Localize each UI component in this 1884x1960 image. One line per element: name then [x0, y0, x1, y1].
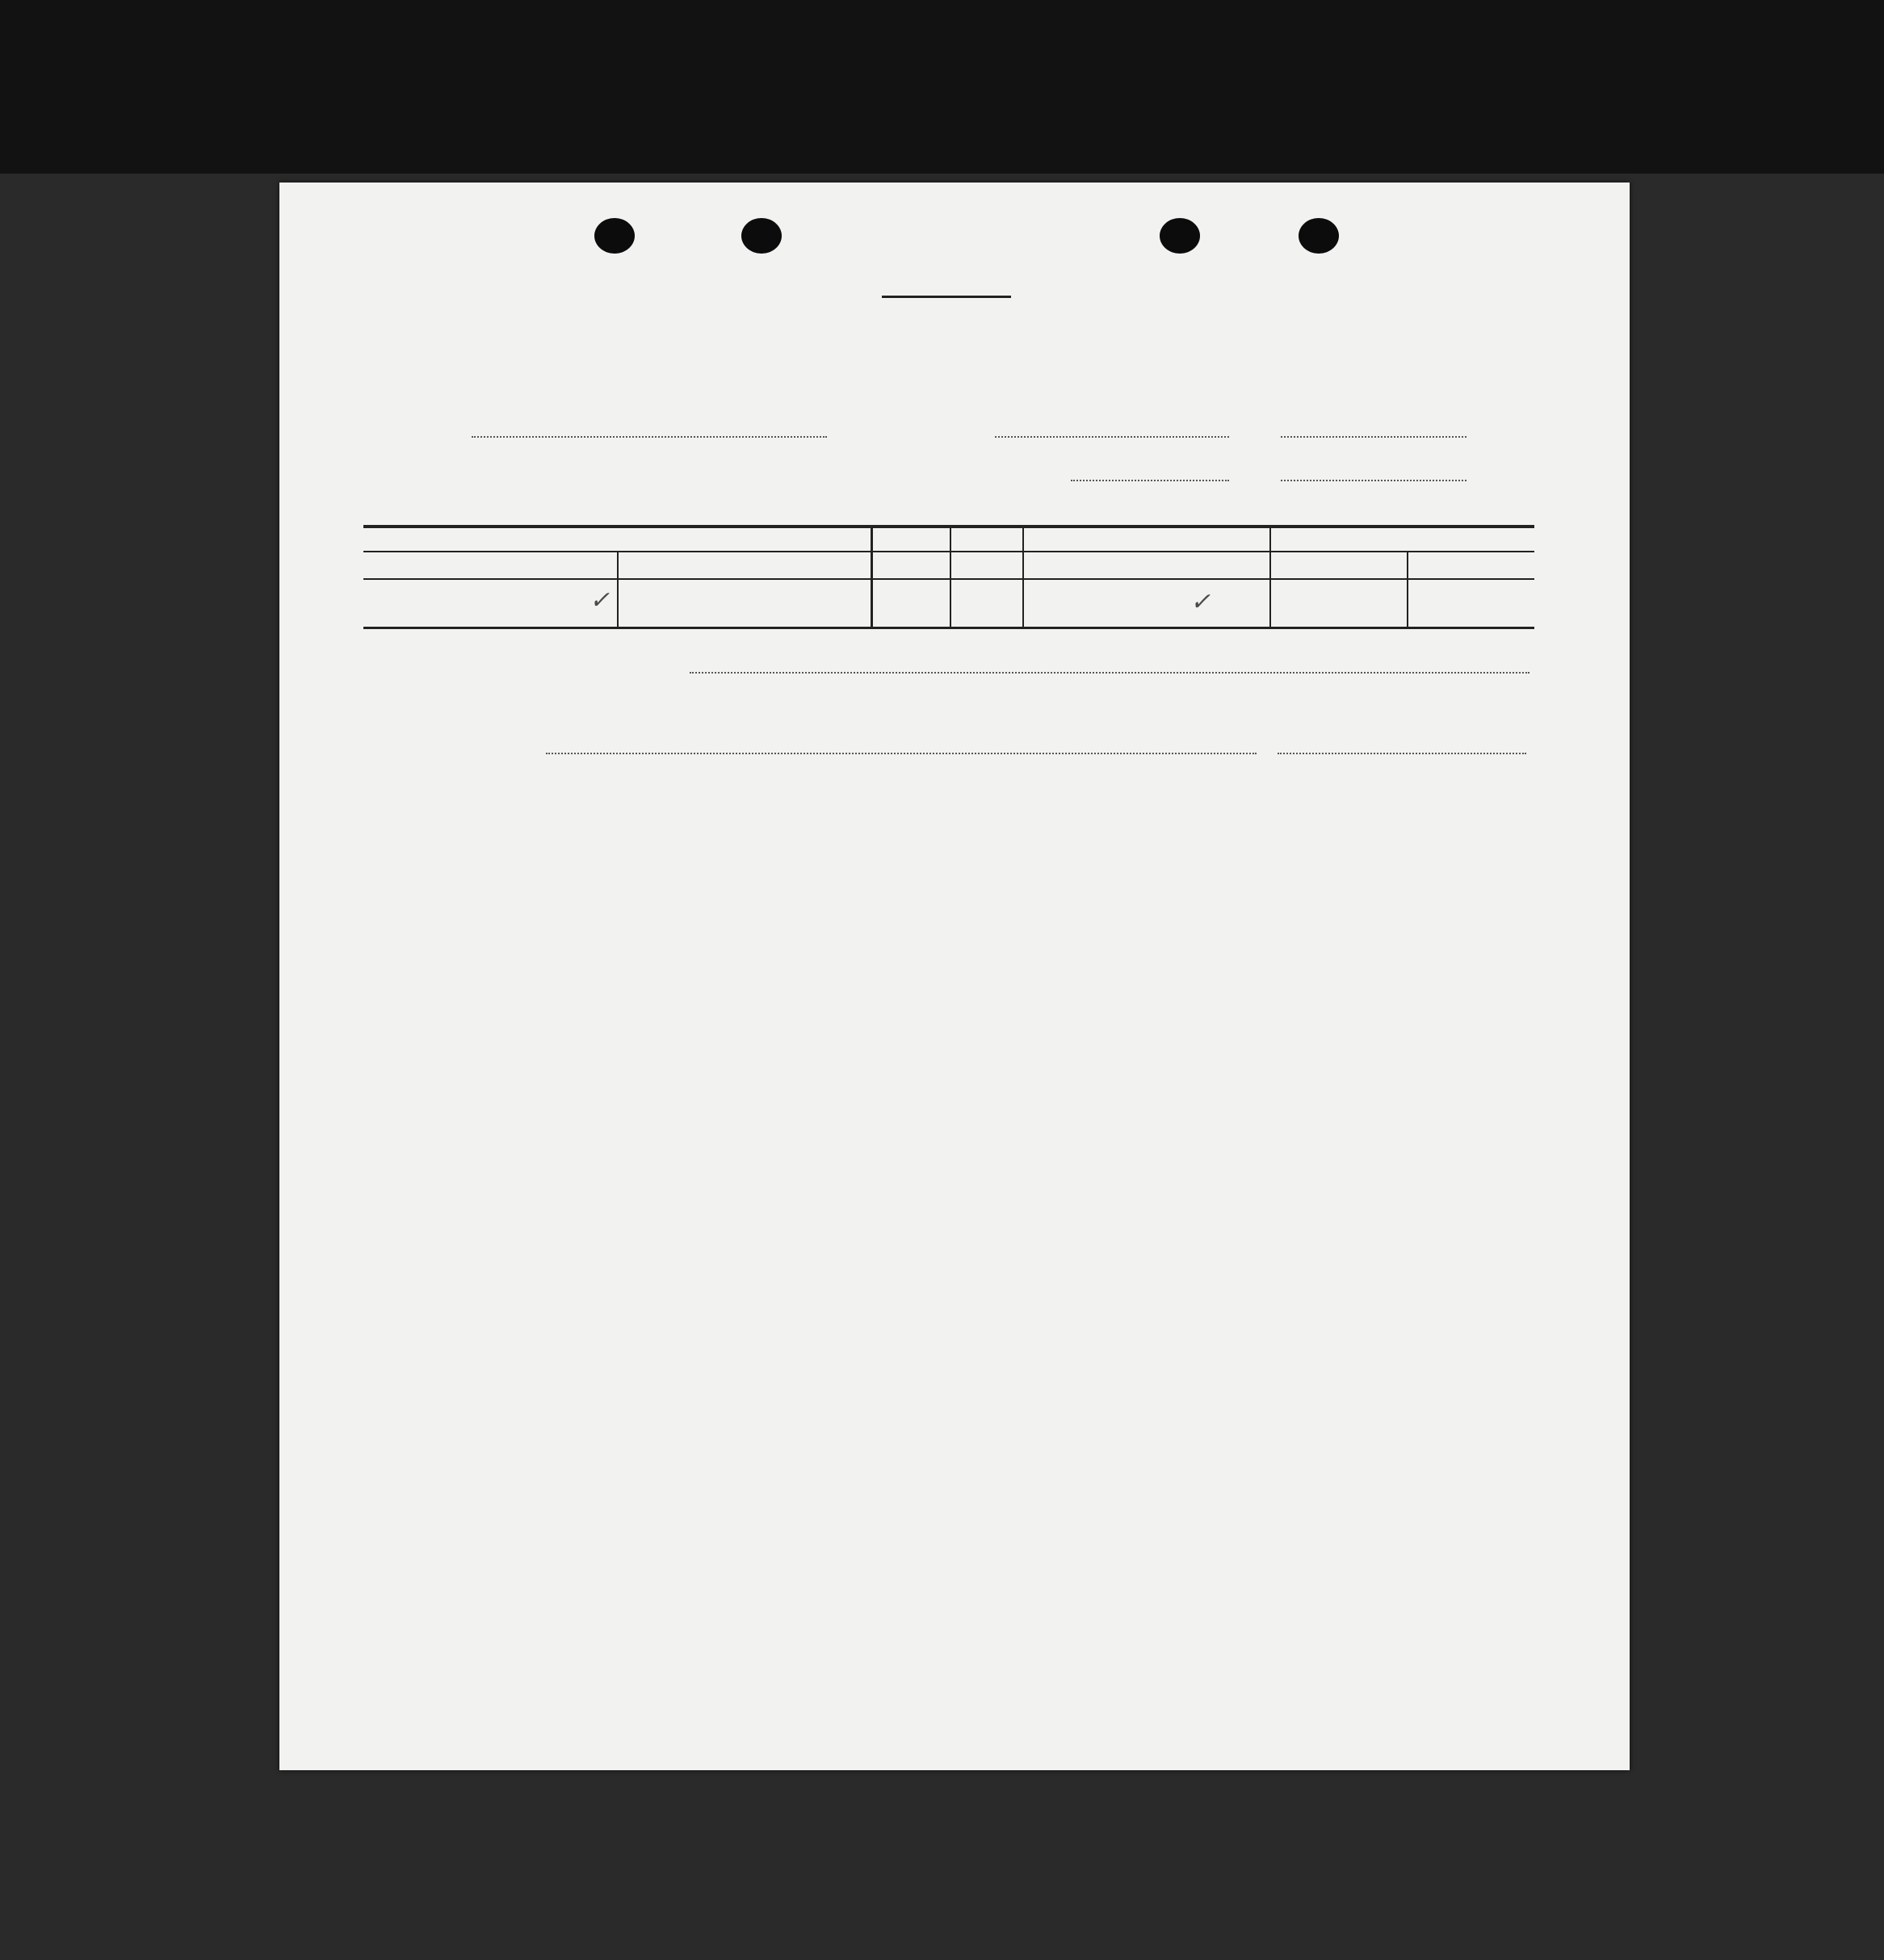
table-subheader-rule [363, 578, 1534, 580]
table-bottom-rule [363, 627, 1534, 629]
table-divider [1269, 527, 1271, 627]
scan-background [0, 0, 1884, 174]
birthplace-line [546, 753, 1257, 754]
check-mark: ✓ [1190, 588, 1211, 616]
departing-line [995, 436, 1229, 438]
table-divider [1022, 527, 1024, 627]
form-sheet [279, 183, 1630, 1770]
punch-hole [594, 218, 635, 254]
table-header-rule [363, 551, 1534, 552]
race-line [1278, 753, 1526, 754]
punch-hole [741, 218, 782, 254]
header-rule [882, 296, 1011, 298]
arriving-line [1071, 480, 1229, 481]
punch-hole [1160, 218, 1200, 254]
table-divider [1407, 552, 1408, 627]
punch-hole [1299, 218, 1339, 254]
departing-date-line [1281, 436, 1466, 438]
table-divider [950, 527, 951, 627]
destination-line [690, 672, 1529, 674]
aircraft-line [472, 436, 827, 438]
table-divider [871, 527, 873, 627]
table-divider [617, 552, 619, 627]
table-top-rule [363, 525, 1534, 528]
check-mark: ✓ [590, 586, 611, 615]
arriving-date-line [1281, 480, 1466, 481]
